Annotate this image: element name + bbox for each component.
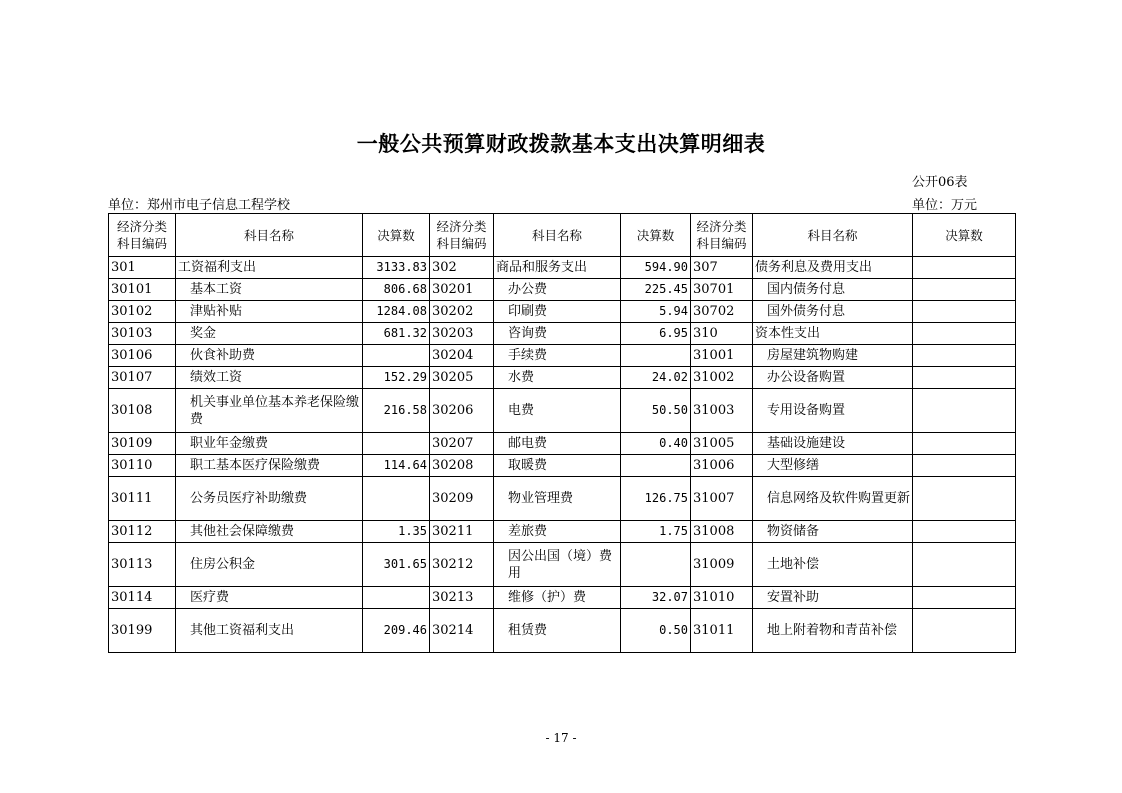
cell-subject-name: 安置补助	[753, 587, 913, 609]
cell-amount	[363, 433, 430, 455]
cell-amount: 1.35	[363, 521, 430, 543]
cell-code: 31005	[691, 433, 753, 455]
cell-code: 30107	[109, 367, 176, 389]
table-row	[109, 279, 1016, 301]
cell-code: 30204	[430, 345, 494, 367]
form-number: 公开06表	[912, 175, 968, 190]
cell-amount: 216.58	[363, 389, 430, 433]
header-row	[109, 214, 1016, 257]
cell-amount: 806.68	[363, 279, 430, 301]
cell-subject-name: 办公设备购置	[753, 367, 913, 389]
budget-detail-table	[108, 213, 1016, 653]
header-code-2: 经济分类科目编码	[430, 214, 494, 257]
cell-amount	[913, 521, 1016, 543]
cell-subject-name: 津贴补贴	[176, 301, 363, 323]
cell-subject-name: 物资储备	[753, 521, 913, 543]
cell-code: 30108	[109, 389, 176, 433]
table-row	[109, 609, 1016, 653]
cell-amount	[913, 609, 1016, 653]
cell-code: 31011	[691, 609, 753, 653]
cell-amount: 32.07	[621, 587, 691, 609]
cell-subject-name: 工资福利支出	[176, 257, 363, 279]
cell-subject-name: 职业年金缴费	[176, 433, 363, 455]
cell-code: 301	[109, 257, 176, 279]
cell-subject-name: 地上附着物和青苗补偿	[753, 609, 913, 653]
header-amount-1: 决算数	[363, 214, 430, 257]
cell-subject-name: 办公费	[494, 279, 621, 301]
cell-code: 310	[691, 323, 753, 345]
cell-code: 30209	[430, 477, 494, 521]
header-name-1: 科目名称	[176, 214, 363, 257]
cell-subject-name: 基本工资	[176, 279, 363, 301]
table-row	[109, 301, 1016, 323]
cell-code: 30211	[430, 521, 494, 543]
cell-code: 31008	[691, 521, 753, 543]
header-name-3: 科目名称	[753, 214, 913, 257]
cell-subject-name: 取暖费	[494, 455, 621, 477]
cell-code: 30110	[109, 455, 176, 477]
cell-code: 302	[430, 257, 494, 279]
cell-amount: 114.64	[363, 455, 430, 477]
table-row	[109, 257, 1016, 279]
cell-amount: 24.02	[621, 367, 691, 389]
cell-amount	[363, 345, 430, 367]
table-row	[109, 543, 1016, 587]
cell-subject-name: 住房公积金	[176, 543, 363, 587]
cell-subject-name: 物业管理费	[494, 477, 621, 521]
cell-code: 31009	[691, 543, 753, 587]
cell-amount: 0.50	[621, 609, 691, 653]
cell-subject-name: 差旅费	[494, 521, 621, 543]
cell-code: 30203	[430, 323, 494, 345]
cell-subject-name: 公务员医疗补助缴费	[176, 477, 363, 521]
cell-amount: 6.95	[621, 323, 691, 345]
cell-subject-name: 商品和服务支出	[494, 257, 621, 279]
cell-subject-name: 土地补偿	[753, 543, 913, 587]
cell-code: 30109	[109, 433, 176, 455]
cell-amount	[913, 301, 1016, 323]
cell-subject-name: 奖金	[176, 323, 363, 345]
cell-amount: 152.29	[363, 367, 430, 389]
cell-amount: 681.32	[363, 323, 430, 345]
table-row	[109, 367, 1016, 389]
cell-subject-name: 绩效工资	[176, 367, 363, 389]
cell-amount	[363, 587, 430, 609]
header-name-2: 科目名称	[494, 214, 621, 257]
cell-code: 30205	[430, 367, 494, 389]
cell-code: 30202	[430, 301, 494, 323]
cell-code: 30102	[109, 301, 176, 323]
cell-code: 30206	[430, 389, 494, 433]
cell-amount	[913, 323, 1016, 345]
cell-code: 31002	[691, 367, 753, 389]
cell-subject-name: 国外债务付息	[753, 301, 913, 323]
cell-amount	[913, 389, 1016, 433]
header-code-3: 经济分类科目编码	[691, 214, 753, 257]
cell-subject-name: 水费	[494, 367, 621, 389]
cell-amount: 209.46	[363, 609, 430, 653]
cell-code: 31003	[691, 389, 753, 433]
cell-amount	[913, 433, 1016, 455]
cell-code: 30701	[691, 279, 753, 301]
page-title: 一般公共预算财政拨款基本支出决算明细表	[356, 131, 766, 156]
cell-amount	[621, 345, 691, 367]
table-row	[109, 587, 1016, 609]
header-amount-3: 决算数	[913, 214, 1016, 257]
cell-code: 30112	[109, 521, 176, 543]
table-row	[109, 323, 1016, 345]
header-amount-2: 决算数	[621, 214, 691, 257]
cell-amount: 50.50	[621, 389, 691, 433]
cell-code: 30212	[430, 543, 494, 587]
cell-subject-name: 医疗费	[176, 587, 363, 609]
cell-code: 30113	[109, 543, 176, 587]
cell-subject-name: 租赁费	[494, 609, 621, 653]
cell-amount	[913, 279, 1016, 301]
cell-amount	[913, 345, 1016, 367]
table-row	[109, 477, 1016, 521]
cell-code: 30214	[430, 609, 494, 653]
cell-code: 30101	[109, 279, 176, 301]
cell-subject-name: 邮电费	[494, 433, 621, 455]
cell-subject-name: 因公出国（境）费用	[494, 543, 621, 587]
cell-subject-name: 专用设备购置	[753, 389, 913, 433]
cell-code: 30199	[109, 609, 176, 653]
cell-subject-name: 印刷费	[494, 301, 621, 323]
cell-subject-name: 电费	[494, 389, 621, 433]
cell-code: 31007	[691, 477, 753, 521]
cell-subject-name: 伙食补助费	[176, 345, 363, 367]
cell-code: 31010	[691, 587, 753, 609]
table-row	[109, 345, 1016, 367]
cell-subject-name: 职工基本医疗保险缴费	[176, 455, 363, 477]
cell-amount	[621, 455, 691, 477]
cell-amount: 0.40	[621, 433, 691, 455]
table-row	[109, 389, 1016, 433]
cell-amount: 1.75	[621, 521, 691, 543]
cell-code: 30114	[109, 587, 176, 609]
cell-code: 30702	[691, 301, 753, 323]
cell-subject-name: 维修（护）费	[494, 587, 621, 609]
cell-amount: 3133.83	[363, 257, 430, 279]
cell-code: 30208	[430, 455, 494, 477]
cell-subject-name: 债务利息及费用支出	[753, 257, 913, 279]
cell-subject-name: 机关事业单位基本养老保险缴费	[176, 389, 363, 433]
table-row	[109, 455, 1016, 477]
cell-subject-name: 国内债务付息	[753, 279, 913, 301]
cell-amount	[621, 543, 691, 587]
cell-amount	[913, 543, 1016, 587]
cell-amount	[913, 367, 1016, 389]
cell-code: 31001	[691, 345, 753, 367]
cell-subject-name: 手续费	[494, 345, 621, 367]
cell-subject-name: 其他社会保障缴费	[176, 521, 363, 543]
cell-amount	[913, 477, 1016, 521]
table-row	[109, 433, 1016, 455]
cell-subject-name: 咨询费	[494, 323, 621, 345]
cell-amount: 126.75	[621, 477, 691, 521]
currency-unit: 单位：万元	[912, 198, 978, 213]
cell-amount: 1284.08	[363, 301, 430, 323]
cell-subject-name: 大型修缮	[753, 455, 913, 477]
cell-subject-name: 其他工资福利支出	[176, 609, 363, 653]
cell-code: 30103	[109, 323, 176, 345]
table-row	[109, 521, 1016, 543]
cell-code: 307	[691, 257, 753, 279]
cell-subject-name: 资本性支出	[753, 323, 913, 345]
cell-amount: 301.65	[363, 543, 430, 587]
cell-amount	[363, 477, 430, 521]
page-number: - 17 -	[545, 731, 577, 745]
cell-code: 30201	[430, 279, 494, 301]
cell-amount: 5.94	[621, 301, 691, 323]
cell-amount: 594.90	[621, 257, 691, 279]
cell-amount: 225.45	[621, 279, 691, 301]
cell-code: 30111	[109, 477, 176, 521]
cell-amount	[913, 455, 1016, 477]
cell-code: 30207	[430, 433, 494, 455]
cell-subject-name: 基础设施建设	[753, 433, 913, 455]
cell-code: 30106	[109, 345, 176, 367]
header-code-1: 经济分类科目编码	[109, 214, 176, 257]
cell-code: 30213	[430, 587, 494, 609]
cell-amount	[913, 257, 1016, 279]
cell-code: 31006	[691, 455, 753, 477]
cell-subject-name: 信息网络及软件购置更新	[753, 477, 913, 521]
cell-subject-name: 房屋建筑物购建	[753, 345, 913, 367]
cell-amount	[913, 587, 1016, 609]
unit-name: 单位：郑州市电子信息工程学校	[108, 198, 291, 213]
